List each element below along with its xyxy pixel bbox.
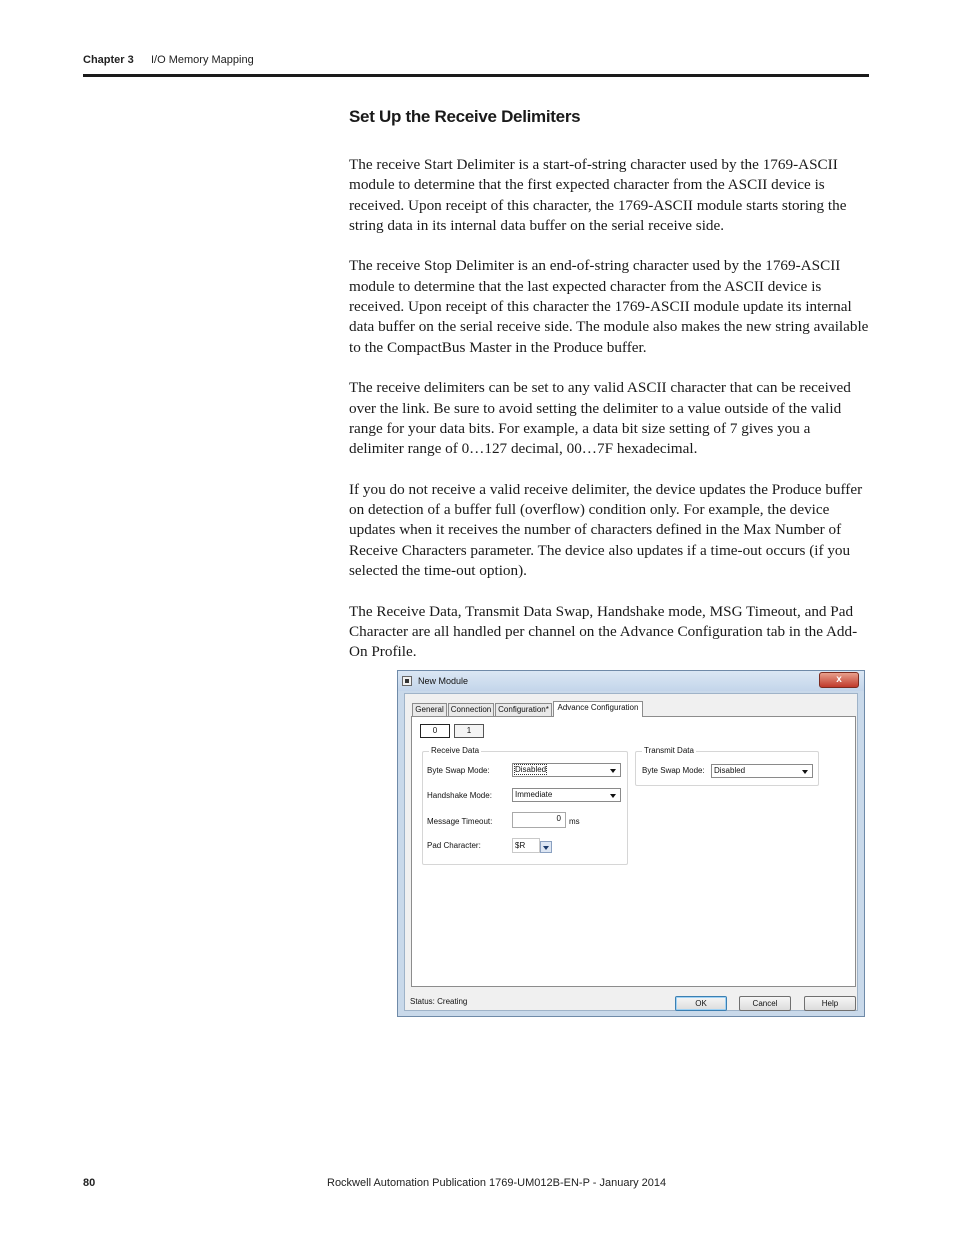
tab-advance-configuration[interactable]: Advance Configuration [553,701,643,717]
transmit-data-label: Transmit Data [644,746,694,755]
close-button[interactable]: x [819,672,859,688]
tab-configuration[interactable]: Configuration* [495,703,552,716]
paragraph: If you do not receive a valid receive delimiter, the device updates the Produce buffer on detection of a buffer full (overflow) condition only. For example, the device updates when it receives the number of characters defined in the Max Number of Receive Characters parameter. The device also updates if a time-out occurs (if you selected the time-out option). [349,480,863,579]
rx-pad-input[interactable]: $R [512,838,540,853]
rx-byte-swap-label: Byte Swap Mode: [427,766,490,775]
rx-handshake-select[interactable]: Immediate [512,788,621,802]
ok-button[interactable]: OK [675,996,727,1011]
body-text [349,155,869,683]
rx-pad-label: Pad Character: [427,841,481,850]
receive-data-group [422,746,628,865]
tx-byte-swap-select[interactable]: Disabled [711,764,813,778]
chevron-down-icon [802,770,808,774]
section-label: I/O Memory Mapping [151,54,254,66]
paragraph: The receive delimiters can be set to any valid ASCII character that can be received over the link. Be sure to avoid setting the delimiter to a value outside of the valid range for your data bits. For example, a data bit size setting of 7 gives you a delimiter range of 0…127 decimal, 00…7F hexadecimal. [349,379,851,458]
rx-timeout-unit: ms [569,817,580,826]
app-icon [402,676,412,686]
new-module-dialog [397,670,865,1017]
rx-handshake-label: Handshake Mode: [427,791,492,800]
publication-info: Rockwell Automation Publication 1769-UM012B-EN-P - January 2014 [327,1177,667,1189]
help-button[interactable]: Help [804,996,856,1011]
transmit-data-group [635,746,819,786]
advance-configuration-panel [411,716,856,987]
dialog-title: New Module [418,676,469,686]
channel-tab-1[interactable]: 1 [454,724,484,738]
tab-connection[interactable]: Connection [448,703,494,716]
chevron-down-icon [610,794,616,798]
receive-data-label: Receive Data [431,746,480,755]
chapter-label: Chapter 3 [83,54,134,66]
chevron-down-icon [610,769,616,773]
status-text: Status: Creating [410,997,468,1006]
tx-byte-swap-label: Byte Swap Mode: [642,766,705,775]
dialog-titlebar[interactable] [398,671,864,691]
page-number: 80 [83,1177,96,1189]
paragraph: The Receive Data, Transmit Data Swap, Handshake mode, MSG Timeout, and Pad Character are all handled per channel on the Advance Configuration tab in the Add-On Profile. [349,602,858,661]
rx-byte-swap-select[interactable]: Disabled [512,763,621,777]
paragraph: The receive Stop Delimiter is an end-of-string character used by the 1769-ASCII module to determine that the last expected character from the ASCII device is received. Upon receipt of this character the 1769-ASCII module update its internal data buffer on the serial receive side. The module also makes the new string available to the CompactBus Master in the Produce buffer. [349,257,869,356]
pad-character-dropdown-button[interactable] [540,841,552,853]
cancel-button[interactable]: Cancel [739,996,791,1011]
rx-timeout-input[interactable]: 0 [512,812,566,828]
dialog-client [404,693,858,1011]
running-header [83,54,254,66]
tab-general[interactable]: General [412,703,447,716]
chevron-down-icon [543,846,549,850]
paragraph: The receive Start Delimiter is a start-of-string character used by the 1769-ASCII module to determine that the first expected character from the ASCII device is received. Upon receipt of this character, the 1769-ASCII module starts storing the string data in its internal data buffer on the serial receive side. [349,156,847,234]
channel-tab-0[interactable]: 0 [420,724,450,738]
rx-timeout-label: Message Timeout: [427,817,493,826]
section-title: Set Up the Receive Delimiters [349,107,581,126]
header-rule [83,74,869,77]
